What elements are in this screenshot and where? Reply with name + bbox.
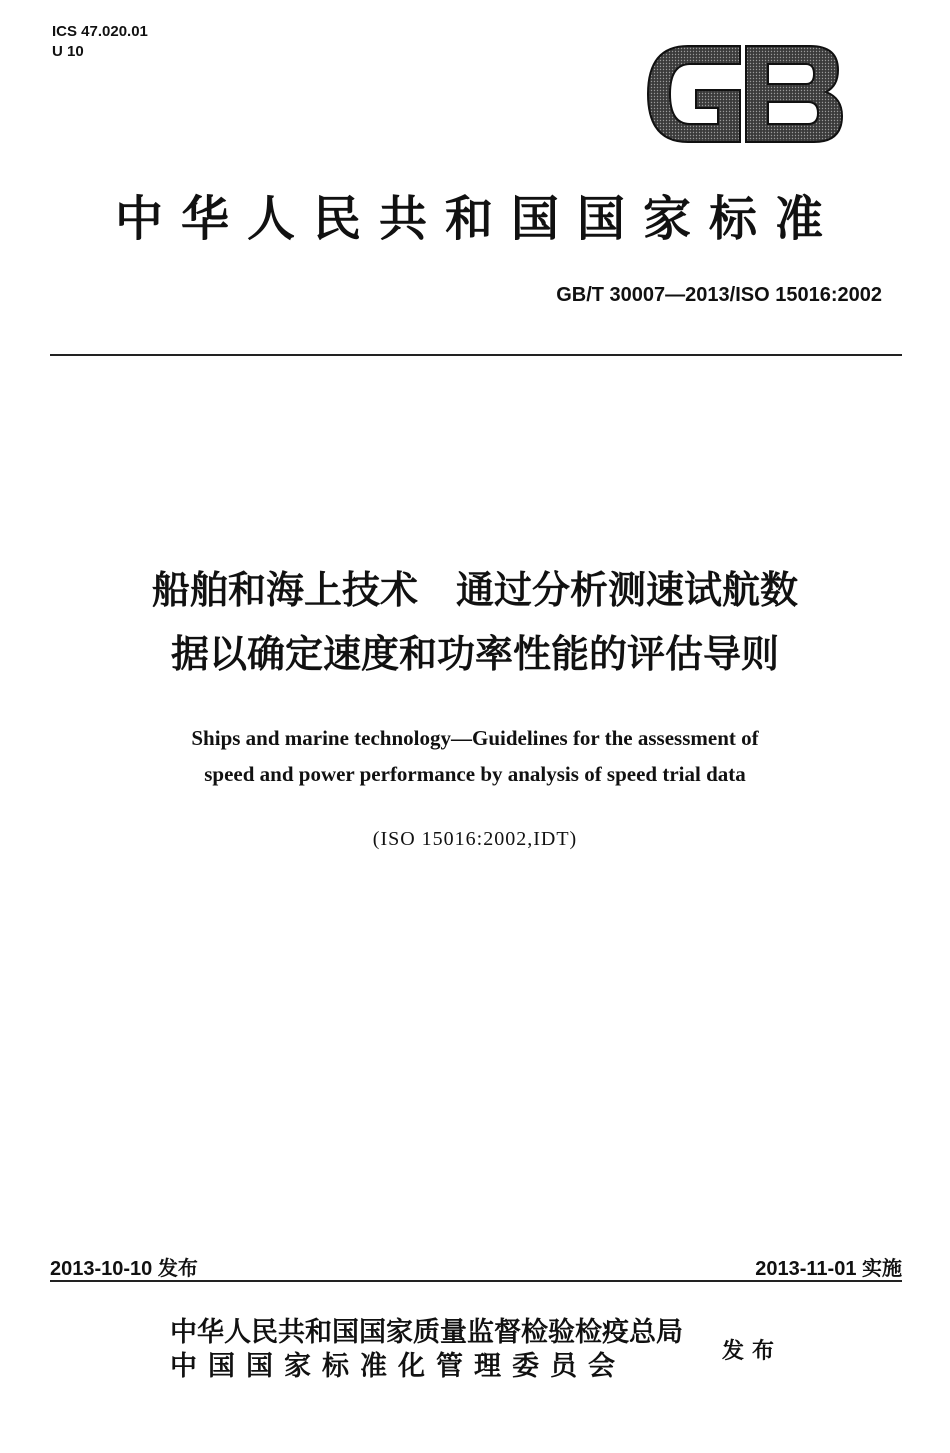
chinese-title-line-2: 据以确定速度和功率性能的评估导则 [170, 632, 779, 676]
implement-date: 2013-11-01 实施 [755, 1258, 902, 1280]
english-title-line-2: speed and power performance by analysis of speed trial data [204, 762, 746, 786]
issuing-authorities [170, 1316, 683, 1384]
issuer-line-2: 中国国家标准化管理委员会 [170, 1351, 626, 1382]
ics-code: ICS 47.020.01 [52, 23, 148, 40]
english-title-line-1: Ships and marine technology—Guidelines for the assessment of [191, 726, 759, 750]
classification-codes [52, 22, 148, 62]
chinese-title-line-1: 船舶和海上技术 通过分析测速试航数 [151, 568, 798, 612]
standard-code: GB/T 30007—2013/ISO 15016:2002 [556, 284, 882, 306]
publish-date: 2013-10-10 发布 [50, 1258, 198, 1280]
top-divider [50, 354, 902, 356]
english-title [40, 720, 910, 792]
issuer-line-1: 中华人民共和国国家质量监督检验检疫总局 [170, 1317, 683, 1348]
chinese-title [40, 558, 910, 686]
national-standard-title: 中华人民共和国国家标准 [114, 191, 841, 247]
issue-label: 发布 [722, 1339, 783, 1364]
iso-reference: (ISO 15016:2002,IDT) [372, 828, 578, 850]
ccs-code: U 10 [52, 43, 84, 60]
gb-logo [638, 38, 848, 150]
bottom-divider [50, 1280, 902, 1282]
